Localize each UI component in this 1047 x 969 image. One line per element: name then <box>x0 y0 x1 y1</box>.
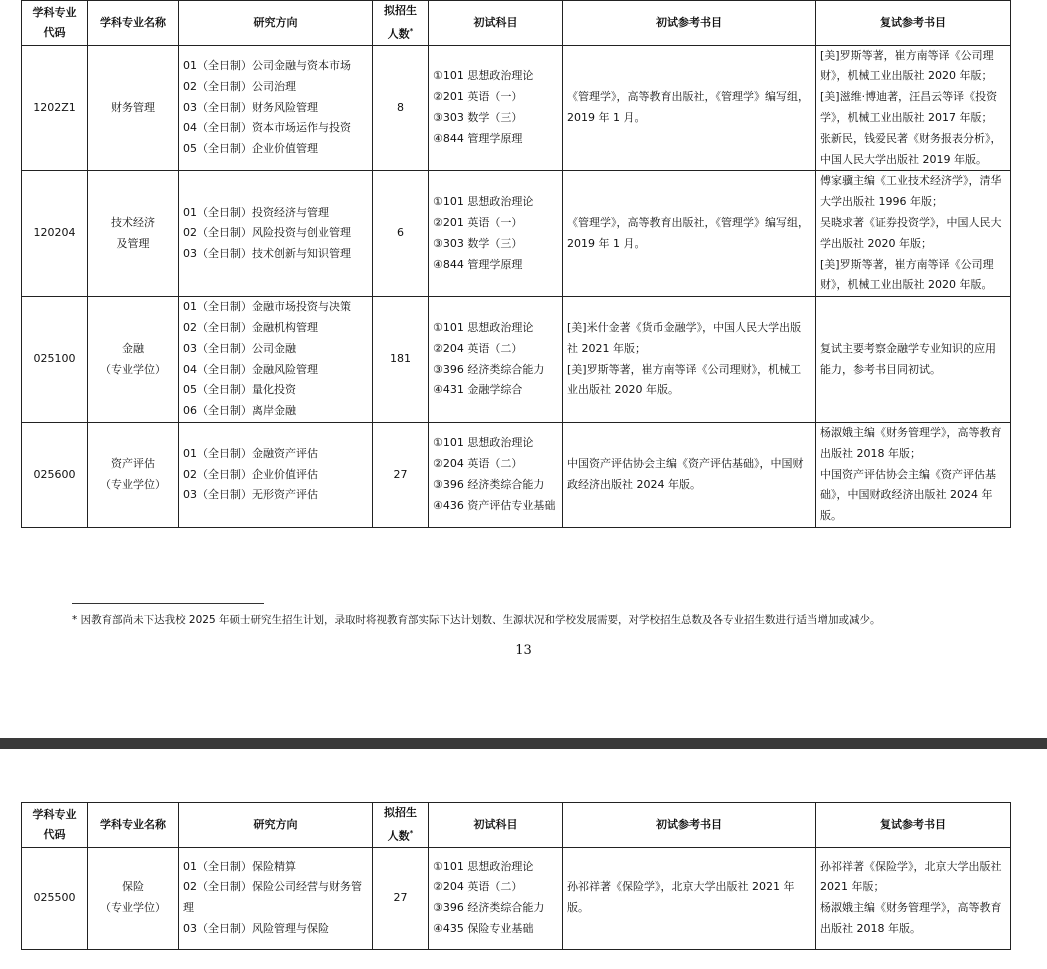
enrollment-quota: 27 <box>373 847 429 949</box>
enrollment-quota: 8 <box>373 45 429 171</box>
table-header-row <box>22 803 1011 848</box>
header-name: 学科专业名称 <box>88 1 179 46</box>
header-direction: 研究方向 <box>179 1 373 46</box>
header-books-first: 初试参考书目 <box>563 803 816 848</box>
exam-subjects: ①101 思想政治理论 ②201 英语（一） ③303 数学（三） ④844 管理学原理 <box>429 171 563 297</box>
enrollment-quota: 6 <box>373 171 429 297</box>
program-name: 财务管理 <box>88 45 179 171</box>
header-direction: 研究方向 <box>179 803 373 848</box>
research-directions: 01（全日制）投资经济与管理 02（全日制）风险投资与创业管理 03（全日制）技术创新与知识管理 <box>179 171 373 297</box>
header-subjects: 初试科目 <box>429 803 563 848</box>
footnote: * 因教育部尚未下达我校 2025 年硕士研究生招生计划，录取时将视教育部实际下达计划数、生源状况和学校发展需要，对学校招生总数及各专业招生数进行适当增加或减少。 <box>72 614 881 626</box>
header-books-retest: 复试参考书目 <box>816 803 1011 848</box>
program-code: 120204 <box>22 171 88 297</box>
research-directions: 01（全日制）金融市场投资与决策 02（全日制）金融机构管理 03（全日制）公司金融 04（全日制）金融风险管理 05（全日制）量化投资 06（全日制）离岸金融 <box>179 297 373 423</box>
enrollment-quota: 27 <box>373 423 429 528</box>
research-directions: 01（全日制）保险精算 02（全日制）保险公司经营与财务管理 03（全日制）风险管理与保险 <box>179 847 373 949</box>
retest-books: 傅家骥主编《工业技术经济学》，清华大学出版社 1996 年版； 吴晓求著《证券投资学》，中国人民大学出版社 2020 年版； [美]罗斯等著，崔方南等译《公司理财》，机械工业出版社 2020 年版。 <box>816 171 1011 297</box>
program-name: 保险 （专业学位） <box>88 847 179 949</box>
table-row <box>22 171 1011 297</box>
header-code: 学科专业 代码 <box>22 803 88 848</box>
program-code: 025100 <box>22 297 88 423</box>
retest-books: 杨淑娥主编《财务管理学》，高等教育出版社 2018 年版； 中国资产评估协会主编《资产评估基础》，中国财政经济出版社 2024 年版。 <box>816 423 1011 528</box>
table-header-row <box>22 1 1011 46</box>
page-number: 13 <box>515 643 532 658</box>
table-row <box>22 297 1011 423</box>
retest-books: 复试主要考察金融学专业知识的应用能力，参考书目同初试。 <box>816 297 1011 423</box>
header-quota: 拟招生 人数* <box>373 1 429 46</box>
header-code: 学科专业 代码 <box>22 1 88 46</box>
program-name: 技术经济 及管理 <box>88 171 179 297</box>
header-books-first: 初试参考书目 <box>563 1 816 46</box>
table-row <box>22 423 1011 528</box>
header-quota: 拟招生 人数* <box>373 803 429 848</box>
enrollment-quota: 181 <box>373 297 429 423</box>
program-code: 1202Z1 <box>22 45 88 171</box>
header-name: 学科专业名称 <box>88 803 179 848</box>
first-exam-books: 《管理学》，高等教育出版社，《管理学》编写组，2019 年 1 月。 <box>563 45 816 171</box>
first-exam-books: 中国资产评估协会主编《资产评估基础》，中国财政经济出版社 2024 年版。 <box>563 423 816 528</box>
retest-books: [美]罗斯等著，崔方南等译《公司理财》，机械工业出版社 2020 年版； [美]滋维·博迪著，汪昌云等译《投资学》，机械工业出版社 2017 年版； 张新民，钱爱民著《财务报表分析》，中国人民大学出版社 2019 年版。 <box>816 45 1011 171</box>
page-separator <box>0 738 1047 749</box>
footnote-divider <box>72 603 264 604</box>
first-exam-books: [美]米什金著《货币金融学》，中国人民大学出版社 2021 年版； [美]罗斯等著，崔方南等译《公司理财》，机械工业出版社 2020 年版。 <box>563 297 816 423</box>
exam-subjects: ①101 思想政治理论 ②201 英语（一） ③303 数学（三） ④844 管理学原理 <box>429 45 563 171</box>
exam-subjects: ①101 思想政治理论 ②204 英语（二） ③396 经济类综合能力 ④435 保险专业基础 <box>429 847 563 949</box>
header-books-retest: 复试参考书目 <box>816 1 1011 46</box>
first-exam-books: 孙祁祥著《保险学》，北京大学出版社 2021 年版。 <box>563 847 816 949</box>
table-row <box>22 45 1011 171</box>
program-name: 资产评估 （专业学位） <box>88 423 179 528</box>
program-table-next-page <box>21 802 1011 950</box>
first-exam-books: 《管理学》，高等教育出版社，《管理学》编写组，2019 年 1 月。 <box>563 171 816 297</box>
program-name: 金融 （专业学位） <box>88 297 179 423</box>
program-table-page-13 <box>21 0 1011 528</box>
research-directions: 01（全日制）金融资产评估 02（全日制）企业价值评估 03（全日制）无形资产评估 <box>179 423 373 528</box>
exam-subjects: ①101 思想政治理论 ②204 英语（二） ③396 经济类综合能力 ④431 金融学综合 <box>429 297 563 423</box>
table-row <box>22 847 1011 949</box>
header-subjects: 初试科目 <box>429 1 563 46</box>
program-code: 025500 <box>22 847 88 949</box>
retest-books: 孙祁祥著《保险学》，北京大学出版社 2021 年版； 杨淑娥主编《财务管理学》，高等教育出版社 2018 年版。 <box>816 847 1011 949</box>
research-directions: 01（全日制）公司金融与资本市场 02（全日制）公司治理 03（全日制）财务风险管理 04（全日制）资本市场运作与投资 05（全日制）企业价值管理 <box>179 45 373 171</box>
exam-subjects: ①101 思想政治理论 ②204 英语（二） ③396 经济类综合能力 ④436 资产评估专业基础 <box>429 423 563 528</box>
program-code: 025600 <box>22 423 88 528</box>
